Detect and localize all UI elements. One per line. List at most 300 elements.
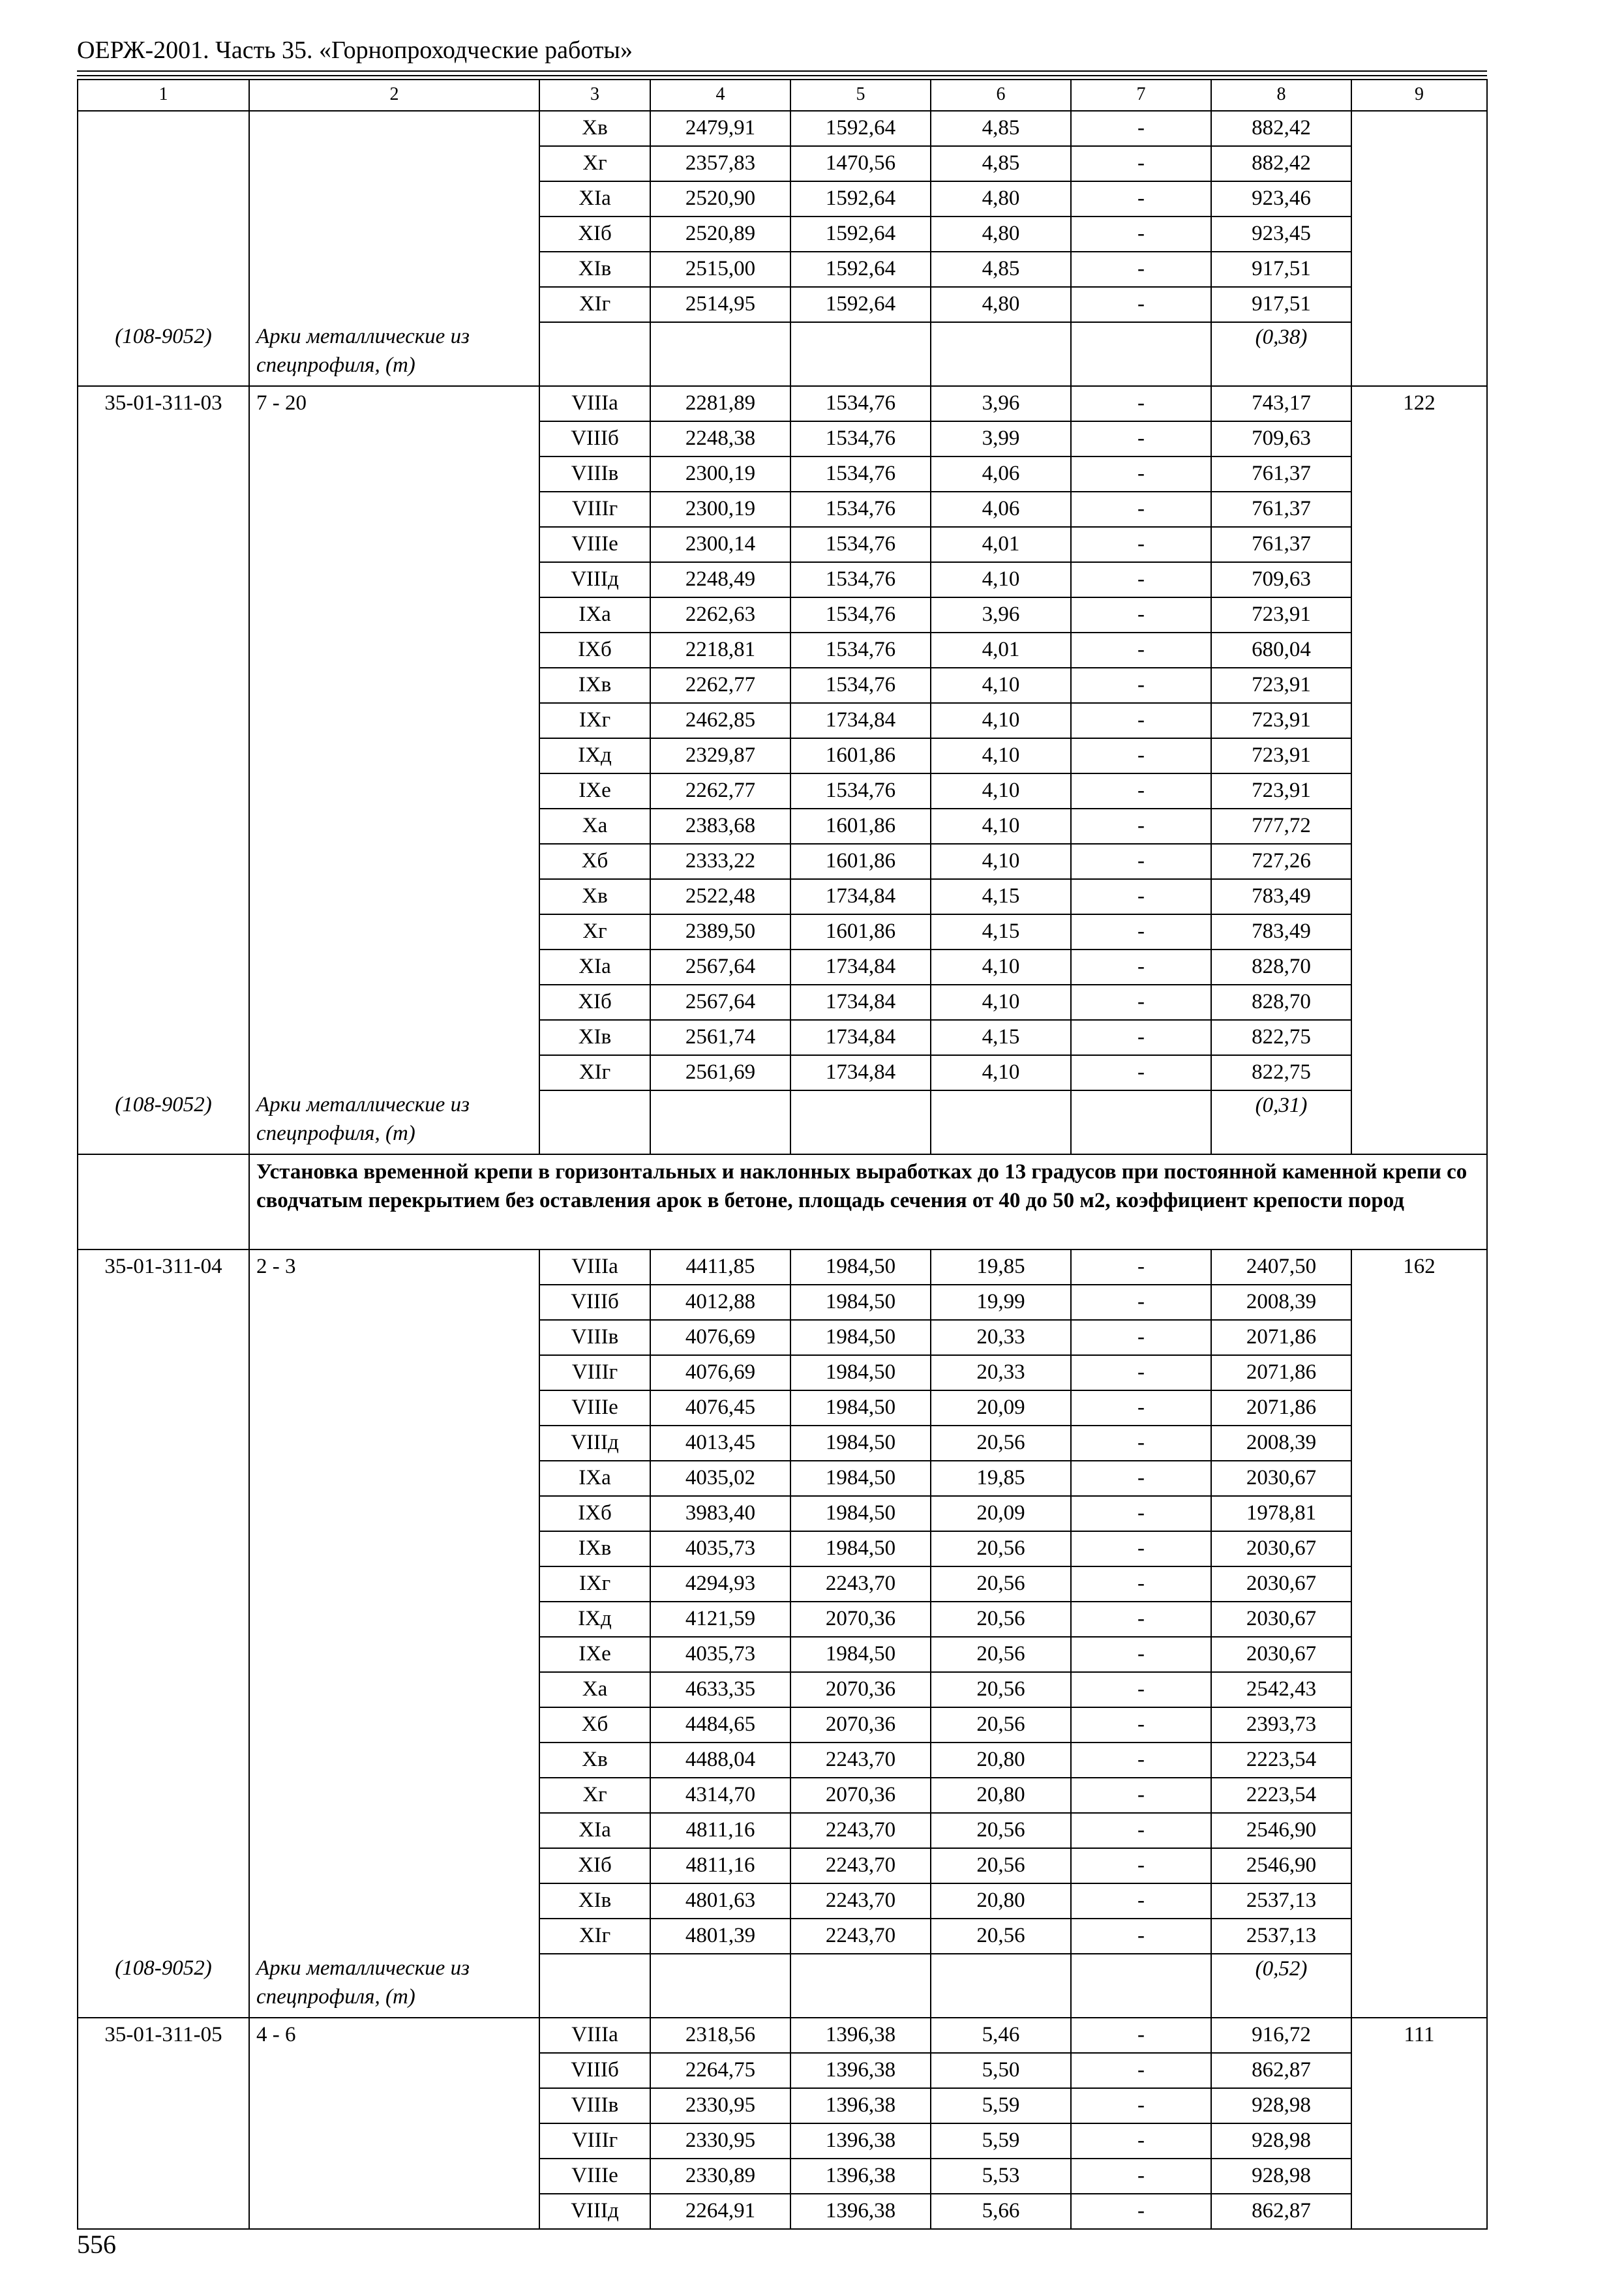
- table-row: [78, 809, 1487, 844]
- blank-cell: [78, 1602, 249, 1637]
- table-row: [78, 1355, 1487, 1390]
- machinist-wages: 20,09: [931, 1496, 1071, 1531]
- direct-cost: 2300,19: [650, 456, 790, 492]
- materials-cost: 761,37: [1211, 456, 1351, 492]
- labor-wages: 1592,64: [790, 252, 931, 287]
- blank-cell: [1351, 456, 1487, 492]
- direct-cost: 2561,74: [650, 1020, 790, 1055]
- direct-cost: 2300,19: [650, 492, 790, 527]
- blank-cell: [78, 217, 249, 252]
- direct-cost: 2520,90: [650, 181, 790, 217]
- mine-category: IХе: [539, 1637, 650, 1672]
- blank-cell: [249, 738, 539, 773]
- blank-cell: [249, 809, 539, 844]
- mine-category: ХIг: [539, 1055, 650, 1090]
- materials-cost: 882,42: [1211, 146, 1351, 181]
- blank-cell: [1351, 2159, 1487, 2194]
- mine-category: VIIIе: [539, 527, 650, 562]
- direct-cost: 2330,95: [650, 2123, 790, 2159]
- direct-cost: 2567,64: [650, 950, 790, 985]
- table-row: [78, 950, 1487, 985]
- machine-cost: -: [1071, 1249, 1211, 1285]
- material-code: (108-9052): [78, 1090, 249, 1154]
- blank-cell: [931, 322, 1071, 386]
- blank-cell: [249, 421, 539, 456]
- material-quantity: (0,52): [1211, 1954, 1351, 2018]
- mine-category: Ха: [539, 809, 650, 844]
- machine-cost: -: [1071, 950, 1211, 985]
- table-row: [78, 738, 1487, 773]
- machine-cost: -: [1071, 2088, 1211, 2123]
- materials-cost: 777,72: [1211, 809, 1351, 844]
- blank-cell: [249, 1602, 539, 1637]
- blank-cell: [78, 633, 249, 668]
- mine-category: IХд: [539, 738, 650, 773]
- machinist-wages: 4,10: [931, 844, 1071, 879]
- section-title-row: [78, 1154, 1487, 1249]
- table-row: [78, 1426, 1487, 1461]
- blank-cell: [78, 738, 249, 773]
- labor-wages: 1534,76: [790, 633, 931, 668]
- mine-category: ХIв: [539, 1020, 650, 1055]
- table-row: [78, 914, 1487, 950]
- direct-cost: 2462,85: [650, 703, 790, 738]
- mine-category: VIIIд: [539, 562, 650, 597]
- blank-cell: [249, 1672, 539, 1707]
- blank-cell: [931, 1090, 1071, 1154]
- table-row: [78, 1848, 1487, 1883]
- header-rule: [77, 70, 1487, 72]
- direct-cost: 2520,89: [650, 217, 790, 252]
- mine-category: VIIIе: [539, 2159, 650, 2194]
- table-row: [78, 597, 1487, 633]
- table-row: [78, 1637, 1487, 1672]
- blank-cell: [790, 1954, 931, 2018]
- column-number-cell: 1: [78, 80, 249, 111]
- material-quantity: (0,38): [1211, 322, 1351, 386]
- labor-wages: 1534,76: [790, 492, 931, 527]
- mine-category: VIIIд: [539, 1426, 650, 1461]
- blank-cell: [1351, 2088, 1487, 2123]
- mine-category: Ха: [539, 1672, 650, 1707]
- machine-cost: -: [1071, 738, 1211, 773]
- blank-cell: [78, 703, 249, 738]
- blank-cell: [1351, 1778, 1487, 1813]
- blank-cell: [249, 985, 539, 1020]
- machinist-wages: 4,85: [931, 146, 1071, 181]
- table-row: [78, 252, 1487, 287]
- table-row: [78, 2123, 1487, 2159]
- table-row: [78, 844, 1487, 879]
- blank-cell: [249, 703, 539, 738]
- rate-code: [78, 111, 249, 146]
- table-row: [78, 668, 1487, 703]
- machinist-wages: 4,10: [931, 773, 1071, 809]
- mine-category: VIIIв: [539, 456, 650, 492]
- material-code: (108-9052): [78, 1954, 249, 2018]
- machine-cost: -: [1071, 421, 1211, 456]
- labor-wages: 1534,76: [790, 597, 931, 633]
- table-row: [78, 111, 1487, 146]
- blank-cell: [249, 492, 539, 527]
- materials-cost: 709,63: [1211, 421, 1351, 456]
- blank-cell: [78, 1919, 249, 1954]
- blank-cell: [539, 1954, 650, 2018]
- blank-cell: [78, 2123, 249, 2159]
- mine-category: IХг: [539, 703, 650, 738]
- blank-cell: [1351, 2194, 1487, 2229]
- labor-wages: 1734,84: [790, 985, 931, 1020]
- blank-cell: [78, 1672, 249, 1707]
- direct-cost: 2515,00: [650, 252, 790, 287]
- table-row: [78, 1778, 1487, 1813]
- machine-cost: -: [1071, 181, 1211, 217]
- direct-cost: 4076,69: [650, 1355, 790, 1390]
- blank-cell: [78, 1531, 249, 1566]
- labor-wages: 1396,38: [790, 2159, 931, 2194]
- machine-cost: -: [1071, 1020, 1211, 1055]
- blank-cell: [249, 1496, 539, 1531]
- machinist-wages: 20,33: [931, 1355, 1071, 1390]
- blank-cell: [78, 1020, 249, 1055]
- blank-cell: [1351, 1637, 1487, 1672]
- labor-wages: 1534,76: [790, 421, 931, 456]
- table-row: [78, 1919, 1487, 1954]
- blank-cell: [249, 668, 539, 703]
- blank-cell: [78, 844, 249, 879]
- machine-cost: -: [1071, 633, 1211, 668]
- mine-category: VIIIа: [539, 2018, 650, 2053]
- materials-cost: 2071,86: [1211, 1390, 1351, 1426]
- blank-cell: [249, 1707, 539, 1743]
- machinist-wages: 20,80: [931, 1743, 1071, 1778]
- blank-cell: [78, 1707, 249, 1743]
- blank-cell: [1351, 322, 1487, 386]
- table-row: [78, 1707, 1487, 1743]
- labor-wages: 2070,36: [790, 1602, 931, 1637]
- machinist-wages: 4,15: [931, 914, 1071, 950]
- table-row: [78, 146, 1487, 181]
- machine-cost: -: [1071, 111, 1211, 146]
- machine-cost: -: [1071, 914, 1211, 950]
- machinist-wages: 5,59: [931, 2088, 1071, 2123]
- labor-wages: 2243,70: [790, 1883, 931, 1919]
- machinist-wages: 5,53: [931, 2159, 1071, 2194]
- machine-cost: -: [1071, 1426, 1211, 1461]
- direct-cost: 2567,64: [650, 985, 790, 1020]
- machine-cost: -: [1071, 1778, 1211, 1813]
- blank-cell: [78, 1055, 249, 1090]
- material-row: [78, 1954, 1487, 2018]
- mine-category: VIIIб: [539, 2053, 650, 2088]
- mine-category: VIIIб: [539, 1285, 650, 1320]
- rate-code: 35-01-311-05: [78, 2018, 249, 2053]
- direct-cost: 4488,04: [650, 1743, 790, 1778]
- materials-cost: 723,91: [1211, 703, 1351, 738]
- machine-cost: -: [1071, 2123, 1211, 2159]
- blank-cell: [1351, 985, 1487, 1020]
- labor-wages: 1984,50: [790, 1496, 931, 1531]
- machine-cost: -: [1071, 1707, 1211, 1743]
- column-number-cell: 9: [1351, 80, 1487, 111]
- blank-cell: [1351, 1531, 1487, 1566]
- labor-wages: 1534,76: [790, 386, 931, 421]
- materials-cost: 709,63: [1211, 562, 1351, 597]
- blank-cell: [249, 2123, 539, 2159]
- labor-wages: 1984,50: [790, 1461, 931, 1496]
- blank-cell: [78, 1496, 249, 1531]
- machinist-wages: 20,80: [931, 1883, 1071, 1919]
- table-row: [78, 1496, 1487, 1531]
- blank-cell: [1351, 597, 1487, 633]
- blank-cell: [650, 1090, 790, 1154]
- blank-cell: [1351, 1919, 1487, 1954]
- direct-cost: 2281,89: [650, 386, 790, 421]
- direct-cost: 4013,45: [650, 1426, 790, 1461]
- labor-wages: 1396,38: [790, 2123, 931, 2159]
- blank-cell: [78, 1355, 249, 1390]
- material-name: Арки металлические из спецпрофиля, (т): [249, 322, 539, 386]
- machinist-wages: 3,99: [931, 421, 1071, 456]
- labor-wages: 1984,50: [790, 1531, 931, 1566]
- labor-wages: 2070,36: [790, 1707, 931, 1743]
- blank-cell: [249, 597, 539, 633]
- direct-cost: 4484,65: [650, 1707, 790, 1743]
- direct-cost: 2389,50: [650, 914, 790, 950]
- table-row: [78, 2018, 1487, 2053]
- materials-cost: 2546,90: [1211, 1848, 1351, 1883]
- blank-cell: [1351, 1496, 1487, 1531]
- table-row: [78, 421, 1487, 456]
- blank-cell: [78, 527, 249, 562]
- table-row: [78, 1531, 1487, 1566]
- blank-cell: [1351, 421, 1487, 456]
- mine-category: ХIа: [539, 181, 650, 217]
- material-row: [78, 322, 1487, 386]
- materials-cost: 828,70: [1211, 950, 1351, 985]
- machinist-wages: 4,06: [931, 456, 1071, 492]
- blank-cell: [78, 2088, 249, 2123]
- machine-cost: -: [1071, 1285, 1211, 1320]
- blank-cell: [249, 1320, 539, 1355]
- rock-hardness-range: [249, 111, 539, 146]
- blank-cell: [78, 773, 249, 809]
- mine-category: Хб: [539, 844, 650, 879]
- labor-wages: 1984,50: [790, 1249, 931, 1285]
- blank-cell: [1071, 1954, 1211, 2018]
- labor-hours: 122: [1351, 386, 1487, 421]
- mine-category: IХа: [539, 1461, 650, 1496]
- blank-cell: [650, 322, 790, 386]
- table-row: [78, 1883, 1487, 1919]
- blank-cell: [249, 1531, 539, 1566]
- machine-cost: -: [1071, 287, 1211, 322]
- blank-cell: [1351, 1320, 1487, 1355]
- machine-cost: -: [1071, 703, 1211, 738]
- labor-wages: 1601,86: [790, 738, 931, 773]
- labor-wages: 1470,56: [790, 146, 931, 181]
- blank-cell: [1351, 1883, 1487, 1919]
- blank-cell: [1351, 844, 1487, 879]
- direct-cost: 4076,45: [650, 1390, 790, 1426]
- table-row: [78, 1566, 1487, 1602]
- materials-cost: 2008,39: [1211, 1285, 1351, 1320]
- blank-cell: [78, 2159, 249, 2194]
- labor-wages: 1592,64: [790, 287, 931, 322]
- blank-cell: [249, 773, 539, 809]
- blank-cell: [249, 2159, 539, 2194]
- machine-cost: -: [1071, 146, 1211, 181]
- mine-category: VIIIе: [539, 1390, 650, 1426]
- materials-cost: 928,98: [1211, 2123, 1351, 2159]
- blank-cell: [249, 1461, 539, 1496]
- direct-cost: 2248,49: [650, 562, 790, 597]
- blank-cell: [1351, 252, 1487, 287]
- machine-cost: -: [1071, 527, 1211, 562]
- direct-cost: 4035,73: [650, 1531, 790, 1566]
- material-name: Арки металлические из спецпрофиля, (т): [249, 1954, 539, 2018]
- materials-cost: 783,49: [1211, 914, 1351, 950]
- blank-cell: [1351, 2053, 1487, 2088]
- machinist-wages: 4,10: [931, 738, 1071, 773]
- mine-category: VIIIв: [539, 2088, 650, 2123]
- blank-cell: [1351, 668, 1487, 703]
- machinist-wages: 20,33: [931, 1320, 1071, 1355]
- machinist-wages: 4,85: [931, 111, 1071, 146]
- labor-wages: 1592,64: [790, 111, 931, 146]
- machine-cost: -: [1071, 252, 1211, 287]
- table-row: [78, 492, 1487, 527]
- mine-category: Хг: [539, 914, 650, 950]
- machinist-wages: 20,56: [931, 1637, 1071, 1672]
- table-row: [78, 217, 1487, 252]
- labor-wages: 1396,38: [790, 2194, 931, 2229]
- machinist-wages: 20,56: [931, 1531, 1071, 1566]
- machinist-wages: 4,10: [931, 809, 1071, 844]
- direct-cost: 2318,56: [650, 2018, 790, 2053]
- direct-cost: 2262,77: [650, 668, 790, 703]
- blank-cell: [1351, 1743, 1487, 1778]
- page-number: 556: [77, 2230, 116, 2259]
- machine-cost: -: [1071, 809, 1211, 844]
- mine-category: IХд: [539, 1602, 650, 1637]
- direct-cost: 4633,35: [650, 1672, 790, 1707]
- machinist-wages: 20,56: [931, 1919, 1071, 1954]
- blank-cell: [78, 2053, 249, 2088]
- column-number-cell: 2: [249, 80, 539, 111]
- blank-cell: [78, 1320, 249, 1355]
- labor-wages: 1734,84: [790, 950, 931, 985]
- labor-wages: 1601,86: [790, 914, 931, 950]
- blank-cell: [78, 950, 249, 985]
- labor-wages: 1984,50: [790, 1320, 931, 1355]
- blank-cell: [249, 879, 539, 914]
- machine-cost: -: [1071, 1566, 1211, 1602]
- table-row: [78, 879, 1487, 914]
- blank-cell: [249, 1883, 539, 1919]
- materials-cost: 2537,13: [1211, 1883, 1351, 1919]
- mine-category: VIIIа: [539, 386, 650, 421]
- labor-wages: 1984,50: [790, 1426, 931, 1461]
- machinist-wages: 4,06: [931, 492, 1071, 527]
- machine-cost: -: [1071, 386, 1211, 421]
- table-row: [78, 1461, 1487, 1496]
- mine-category: VIIIа: [539, 1249, 650, 1285]
- blank-cell: [1351, 1390, 1487, 1426]
- mine-category: IХб: [539, 633, 650, 668]
- blank-cell: [78, 985, 249, 1020]
- blank-cell: [249, 527, 539, 562]
- machinist-wages: 5,59: [931, 2123, 1071, 2159]
- section-blank-cell: [78, 1154, 249, 1249]
- blank-cell: [78, 1285, 249, 1320]
- blank-cell: [1351, 146, 1487, 181]
- blank-cell: [1351, 562, 1487, 597]
- table-row: [78, 562, 1487, 597]
- mine-category: ХIб: [539, 217, 650, 252]
- machine-cost: -: [1071, 597, 1211, 633]
- mine-category: IХа: [539, 597, 650, 633]
- materials-cost: 916,72: [1211, 2018, 1351, 2053]
- mine-category: IХб: [539, 1496, 650, 1531]
- direct-cost: 2522,48: [650, 879, 790, 914]
- labor-wages: 2243,70: [790, 1743, 931, 1778]
- blank-cell: [790, 1090, 931, 1154]
- materials-cost: 783,49: [1211, 879, 1351, 914]
- materials-cost: 862,87: [1211, 2194, 1351, 2229]
- machine-cost: -: [1071, 1390, 1211, 1426]
- machine-cost: -: [1071, 2018, 1211, 2053]
- materials-cost: 917,51: [1211, 252, 1351, 287]
- materials-cost: 923,46: [1211, 181, 1351, 217]
- blank-cell: [249, 914, 539, 950]
- materials-cost: 2546,90: [1211, 1813, 1351, 1848]
- blank-cell: [78, 879, 249, 914]
- machine-cost: -: [1071, 1743, 1211, 1778]
- column-numbers-row: [78, 80, 1487, 111]
- machinist-wages: 4,80: [931, 217, 1071, 252]
- labor-wages: 1396,38: [790, 2018, 931, 2053]
- materials-cost: 2537,13: [1211, 1919, 1351, 1954]
- blank-cell: [249, 287, 539, 322]
- blank-cell: [78, 597, 249, 633]
- blank-cell: [1351, 1672, 1487, 1707]
- machinist-wages: 5,46: [931, 2018, 1071, 2053]
- blank-cell: [1351, 1090, 1487, 1154]
- labor-wages: 1984,50: [790, 1355, 931, 1390]
- materials-cost: 928,98: [1211, 2088, 1351, 2123]
- machinist-wages: 4,10: [931, 703, 1071, 738]
- mine-category: Хг: [539, 146, 650, 181]
- machine-cost: -: [1071, 492, 1211, 527]
- materials-cost: 2030,67: [1211, 1461, 1351, 1496]
- labor-wages: 2243,70: [790, 1848, 931, 1883]
- materials-cost: 928,98: [1211, 2159, 1351, 2194]
- materials-cost: 2071,86: [1211, 1320, 1351, 1355]
- mine-category: Хв: [539, 111, 650, 146]
- labor-wages: 1592,64: [790, 217, 931, 252]
- machine-cost: -: [1071, 1531, 1211, 1566]
- mine-category: VIIIб: [539, 421, 650, 456]
- blank-cell: [1351, 1566, 1487, 1602]
- machinist-wages: 3,96: [931, 386, 1071, 421]
- machinist-wages: 4,10: [931, 668, 1071, 703]
- labor-wages: 1534,76: [790, 456, 931, 492]
- blank-cell: [1351, 1055, 1487, 1090]
- rates-table: [77, 79, 1488, 2230]
- rock-hardness-range: 2 - 3: [249, 1249, 539, 1285]
- materials-cost: 2030,67: [1211, 1566, 1351, 1602]
